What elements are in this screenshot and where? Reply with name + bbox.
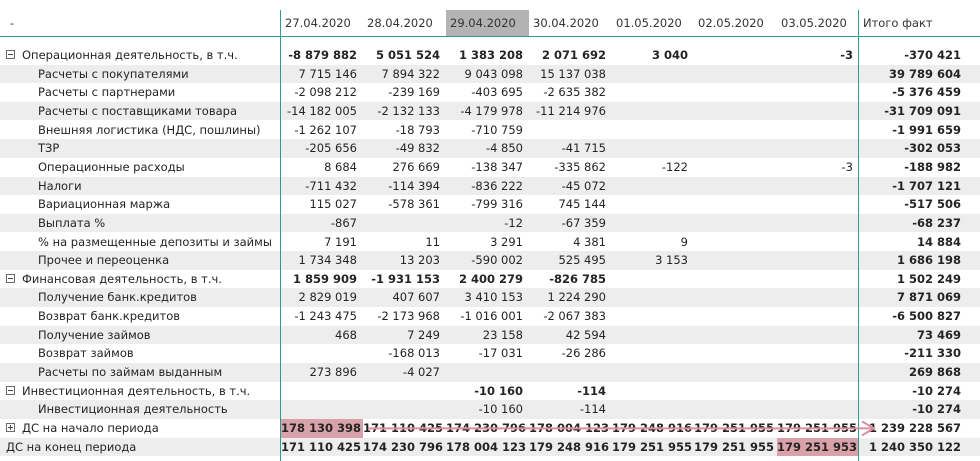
value-cell[interactable]: -826 785: [549, 271, 606, 286]
value-cell[interactable]: -14 182 005: [287, 103, 357, 118]
value-cell[interactable]: 174 230 796: [363, 439, 444, 454]
table-row[interactable]: [0, 177, 980, 196]
value-cell[interactable]: [446, 363, 529, 382]
value-cell[interactable]: 1 224 290: [547, 290, 606, 305]
value-cell[interactable]: 4 381: [573, 234, 606, 249]
total-cell[interactable]: -1 991 659: [892, 122, 961, 137]
value-cell[interactable]: [777, 270, 859, 289]
value-cell[interactable]: [694, 195, 777, 214]
table-row[interactable]: [0, 251, 980, 270]
value-cell[interactable]: [694, 83, 777, 102]
value-cell[interactable]: [281, 382, 363, 401]
value-cell[interactable]: -4 027: [402, 365, 440, 380]
value-cell[interactable]: -1 262 107: [294, 122, 357, 137]
value-cell[interactable]: [694, 139, 777, 158]
value-cell[interactable]: [612, 195, 694, 214]
value-cell[interactable]: 179 248 916: [612, 421, 693, 435]
value-cell[interactable]: [363, 214, 446, 233]
value-cell[interactable]: [694, 307, 777, 326]
value-cell[interactable]: -114: [579, 402, 606, 417]
row-header-divider: [280, 10, 281, 461]
total-cell[interactable]: -188 982: [904, 159, 961, 174]
total-cell[interactable]: -517 506: [904, 197, 961, 212]
value-cell[interactable]: 2 829 019: [298, 290, 357, 305]
total-cell[interactable]: -31 709 091: [884, 103, 961, 118]
value-cell[interactable]: [694, 326, 777, 345]
value-cell[interactable]: [694, 233, 777, 252]
value-cell[interactable]: [694, 288, 777, 307]
table-row[interactable]: [0, 288, 980, 307]
collapse-icon[interactable]: [6, 386, 15, 395]
value-cell[interactable]: -1 243 475: [294, 309, 357, 324]
row-label: Расчеты с партнерами: [38, 85, 176, 100]
total-cell[interactable]: 1 502 249: [896, 271, 961, 286]
value-cell[interactable]: 468: [335, 327, 357, 342]
column-header-total[interactable]: Итого факт: [863, 16, 933, 30]
value-cell[interactable]: 9 043 098: [464, 66, 523, 81]
value-cell[interactable]: 23 158: [482, 327, 523, 342]
value-cell[interactable]: [777, 288, 859, 307]
value-cell[interactable]: [612, 121, 694, 140]
value-cell[interactable]: -836 222: [471, 178, 523, 193]
value-cell[interactable]: [694, 344, 777, 363]
value-cell[interactable]: 3 153: [655, 253, 688, 268]
value-cell[interactable]: -4 850: [485, 141, 523, 156]
value-cell[interactable]: [612, 288, 694, 307]
value-cell[interactable]: [281, 400, 363, 419]
table-row[interactable]: [0, 65, 980, 84]
value-cell[interactable]: [529, 363, 612, 382]
group-row[interactable]: [0, 438, 980, 457]
value-cell[interactable]: [612, 177, 694, 196]
value-cell[interactable]: -138 347: [471, 159, 523, 174]
value-cell[interactable]: 1 383 208: [458, 48, 523, 62]
value-cell[interactable]: 179 251 953: [777, 438, 859, 457]
value-cell[interactable]: -114: [577, 383, 606, 398]
value-cell[interactable]: 115 027: [309, 197, 357, 212]
value-cell[interactable]: -41 715: [561, 141, 606, 156]
value-cell[interactable]: -2 067 383: [543, 309, 606, 324]
value-cell[interactable]: [777, 307, 859, 326]
row-label: Выплата %: [38, 215, 106, 230]
value-cell[interactable]: -168 013: [388, 346, 440, 361]
column-header-28.04.2020[interactable]: 28.04.2020: [367, 16, 433, 30]
total-cell[interactable]: -68 237: [912, 215, 961, 230]
value-cell[interactable]: 7 191: [324, 234, 357, 249]
value-cell[interactable]: [612, 326, 694, 345]
value-cell[interactable]: [694, 270, 777, 289]
value-cell[interactable]: [777, 363, 859, 382]
value-cell[interactable]: [612, 139, 694, 158]
header-corner: -: [10, 16, 15, 30]
total-column-divider: [858, 10, 859, 461]
total-cell[interactable]: -211 330: [904, 346, 961, 361]
row-label: Возврат банк.кредитов: [38, 309, 181, 324]
value-cell[interactable]: [612, 400, 694, 419]
table-row[interactable]: [0, 214, 980, 233]
column-header-03.05.2020[interactable]: 03.05.2020: [781, 16, 847, 30]
total-cell[interactable]: -10 274: [912, 383, 961, 398]
total-cell[interactable]: 1 686 198: [896, 253, 961, 268]
value-cell[interactable]: 7 894 322: [381, 66, 440, 81]
value-cell[interactable]: 7 715 146: [298, 66, 357, 81]
value-cell[interactable]: [777, 251, 859, 270]
row-label: Финансовая деятельность, в т.ч.: [22, 271, 222, 286]
value-cell[interactable]: -2 132 133: [377, 103, 440, 118]
value-cell[interactable]: 179 251 955: [777, 421, 858, 435]
table-row[interactable]: [0, 139, 980, 158]
value-cell[interactable]: -2 098 212: [294, 85, 357, 100]
value-cell[interactable]: [612, 382, 694, 401]
value-cell[interactable]: [777, 195, 859, 214]
value-cell[interactable]: -8 879 882: [288, 48, 357, 62]
value-cell[interactable]: [694, 363, 777, 382]
value-cell[interactable]: 42 594: [565, 327, 606, 342]
value-cell[interactable]: [612, 102, 694, 121]
row-label: Возврат займов: [38, 346, 134, 361]
value-cell[interactable]: -49 832: [395, 141, 440, 156]
value-cell[interactable]: [777, 65, 859, 84]
value-cell[interactable]: 13 203: [399, 253, 440, 268]
row-label: Инвестиционная деятельность, в т.ч.: [22, 383, 251, 398]
value-cell[interactable]: -26 286: [561, 346, 606, 361]
row-label: ДС на конец периода: [6, 439, 137, 454]
value-cell[interactable]: 171 110 425: [281, 439, 362, 454]
table-row[interactable]: [0, 195, 980, 214]
value-cell[interactable]: [777, 326, 859, 345]
row-label: ТЗР: [38, 141, 60, 156]
total-cell[interactable]: -10 274: [912, 402, 961, 417]
value-cell[interactable]: -711 432: [305, 178, 357, 193]
value-cell[interactable]: [612, 214, 694, 233]
value-cell[interactable]: -205 656: [305, 141, 357, 156]
value-cell[interactable]: 7 249: [407, 327, 440, 342]
value-cell[interactable]: [777, 214, 859, 233]
table-row[interactable]: [0, 83, 980, 102]
total-cell[interactable]: -6 500 827: [892, 309, 961, 324]
value-cell[interactable]: [363, 400, 446, 419]
value-cell[interactable]: 15 137 038: [540, 66, 606, 81]
value-cell[interactable]: 179 248 916: [529, 439, 610, 454]
header-row: [0, 10, 980, 37]
value-cell[interactable]: [777, 400, 859, 419]
value-cell[interactable]: [694, 46, 777, 65]
table-row[interactable]: [0, 102, 980, 121]
value-cell[interactable]: [694, 400, 777, 419]
value-cell[interactable]: -12: [504, 215, 523, 230]
value-cell[interactable]: 179 251 955: [694, 421, 775, 435]
value-cell[interactable]: -1 016 001: [460, 309, 523, 324]
value-cell[interactable]: -45 072: [561, 178, 606, 193]
value-cell[interactable]: [694, 158, 777, 177]
total-cell[interactable]: 73 469: [916, 327, 961, 342]
value-cell[interactable]: [612, 65, 694, 84]
value-cell[interactable]: [694, 214, 777, 233]
row-label: Расчеты с поставщиками товара: [38, 103, 237, 118]
group-row[interactable]: [0, 419, 980, 438]
table-row[interactable]: [0, 121, 980, 140]
value-cell[interactable]: 407 607: [392, 290, 440, 305]
table-row[interactable]: [0, 326, 980, 345]
total-cell[interactable]: 1 239 228 567: [868, 421, 961, 435]
collapse-icon[interactable]: [6, 274, 15, 283]
value-cell[interactable]: -867: [330, 215, 357, 230]
value-cell[interactable]: 2 400 279: [458, 271, 523, 286]
total-cell[interactable]: 1 240 350 122: [868, 439, 961, 454]
total-cell[interactable]: -1 707 121: [892, 178, 961, 193]
value-cell[interactable]: [777, 177, 859, 196]
total-cell[interactable]: -302 053: [904, 141, 961, 156]
value-cell[interactable]: -11 214 976: [536, 103, 606, 118]
value-cell[interactable]: [612, 344, 694, 363]
value-cell[interactable]: -403 695: [471, 85, 523, 100]
row-label: Прочее и переоценка: [38, 253, 170, 268]
collapse-icon[interactable]: [6, 50, 15, 59]
column-header-02.05.2020[interactable]: 02.05.2020: [698, 16, 764, 30]
total-cell[interactable]: 7 871 069: [896, 290, 961, 305]
value-cell[interactable]: -1 931 153: [371, 271, 440, 286]
value-cell[interactable]: -4 179 978: [460, 103, 523, 118]
value-cell[interactable]: -67 359: [561, 215, 606, 230]
value-cell[interactable]: -2 173 968: [377, 309, 440, 324]
value-cell[interactable]: [529, 121, 612, 140]
value-cell[interactable]: [777, 382, 859, 401]
value-cell[interactable]: [694, 382, 777, 401]
total-cell[interactable]: 269 868: [908, 365, 961, 380]
value-cell[interactable]: -710 759: [471, 122, 523, 137]
column-header-01.05.2020[interactable]: 01.05.2020: [616, 16, 682, 30]
value-cell[interactable]: -10 160: [474, 383, 523, 398]
row-label: % на размещенные депозиты и займы: [38, 234, 272, 249]
value-cell[interactable]: 9: [680, 234, 688, 249]
column-header-30.04.2020[interactable]: 30.04.2020: [533, 16, 599, 30]
column-header-29.04.2020[interactable]: 29.04.2020: [446, 10, 529, 36]
value-cell[interactable]: -335 862: [554, 159, 606, 174]
table-row[interactable]: [0, 344, 980, 363]
value-cell[interactable]: [612, 363, 694, 382]
total-cell[interactable]: 39 789 604: [888, 66, 961, 81]
row-label: ДС на начало периода: [22, 421, 159, 435]
value-cell[interactable]: 2 071 692: [541, 48, 606, 62]
value-cell[interactable]: [777, 233, 859, 252]
row-label: Расчеты по займам выданным: [38, 365, 223, 380]
value-cell[interactable]: -3: [840, 48, 853, 62]
value-cell[interactable]: -2 635 382: [543, 85, 606, 100]
value-cell[interactable]: [612, 270, 694, 289]
value-cell[interactable]: 178 130 398: [281, 419, 363, 438]
value-cell[interactable]: -239 169: [388, 85, 440, 100]
table-row[interactable]: [0, 233, 980, 252]
group-row[interactable]: [0, 382, 980, 401]
row-label: Получение банк.кредитов: [38, 290, 197, 305]
group-row[interactable]: [0, 46, 980, 65]
value-cell[interactable]: [694, 102, 777, 121]
value-cell[interactable]: [363, 382, 446, 401]
value-cell[interactable]: 5 051 524: [375, 48, 440, 62]
value-cell[interactable]: -114 394: [388, 178, 440, 193]
value-cell[interactable]: 11: [425, 234, 440, 249]
value-cell[interactable]: 525 495: [558, 253, 606, 268]
value-cell[interactable]: -578 361: [388, 197, 440, 212]
value-cell[interactable]: -590 002: [471, 253, 523, 268]
value-cell[interactable]: 174 230 796: [446, 421, 527, 435]
value-cell[interactable]: [694, 121, 777, 140]
value-cell[interactable]: 1 734 348: [298, 253, 357, 268]
value-cell[interactable]: -122: [661, 159, 688, 174]
value-cell[interactable]: 745 144: [558, 197, 606, 212]
total-cell[interactable]: 14 884: [916, 234, 961, 249]
value-cell[interactable]: 3 410 153: [464, 290, 523, 305]
table-row[interactable]: [0, 363, 980, 382]
value-cell[interactable]: [612, 83, 694, 102]
row-label: Операционная деятельность, в т.ч.: [22, 48, 238, 62]
value-cell[interactable]: 179 251 955: [612, 439, 693, 454]
row-label: Внешняя логистика (НДС, пошлины): [38, 122, 261, 137]
value-cell[interactable]: 3 291: [490, 234, 523, 249]
value-cell[interactable]: [694, 177, 777, 196]
table-row[interactable]: [0, 158, 980, 177]
value-cell[interactable]: -18 793: [395, 122, 440, 137]
value-cell[interactable]: [777, 121, 859, 140]
value-cell[interactable]: [777, 83, 859, 102]
total-cell[interactable]: -370 421: [904, 48, 961, 62]
value-cell[interactable]: 1 859 909: [292, 271, 357, 286]
value-cell[interactable]: 178 004 123: [446, 439, 527, 454]
value-cell[interactable]: 3 040: [651, 48, 688, 62]
table-row[interactable]: [0, 400, 980, 419]
expand-icon[interactable]: [6, 423, 15, 432]
value-cell[interactable]: 276 669: [392, 159, 440, 174]
value-cell[interactable]: -3: [841, 159, 853, 174]
value-cell[interactable]: -799 316: [471, 197, 523, 212]
value-cell[interactable]: [694, 65, 777, 84]
row-label: Инвестиционная деятельность: [38, 402, 228, 417]
table-row[interactable]: [0, 307, 980, 326]
row-label: Налоги: [38, 178, 82, 193]
value-cell[interactable]: 8 684: [324, 159, 357, 174]
value-cell[interactable]: 273 896: [309, 365, 357, 380]
row-label: Операционные расходы: [38, 159, 185, 174]
group-row[interactable]: [0, 270, 980, 289]
value-cell[interactable]: [281, 344, 363, 363]
value-cell[interactable]: [612, 307, 694, 326]
row-label: Получение займов: [38, 327, 151, 342]
value-cell[interactable]: -17 031: [478, 346, 523, 361]
row-label: Расчеты с покупателями: [38, 66, 189, 81]
value-cell[interactable]: 178 004 123: [529, 421, 610, 435]
value-cell[interactable]: -10 160: [478, 402, 523, 417]
value-cell[interactable]: [777, 139, 859, 158]
value-cell[interactable]: 171 110 425: [363, 421, 444, 435]
column-header-27.04.2020[interactable]: 27.04.2020: [285, 16, 351, 30]
value-cell[interactable]: 179 251 955: [694, 439, 775, 454]
value-cell[interactable]: [694, 251, 777, 270]
value-cell[interactable]: [777, 102, 859, 121]
total-cell[interactable]: -5 376 459: [892, 85, 961, 100]
value-cell[interactable]: [777, 344, 859, 363]
row-label: Вариационная маржа: [38, 197, 171, 212]
